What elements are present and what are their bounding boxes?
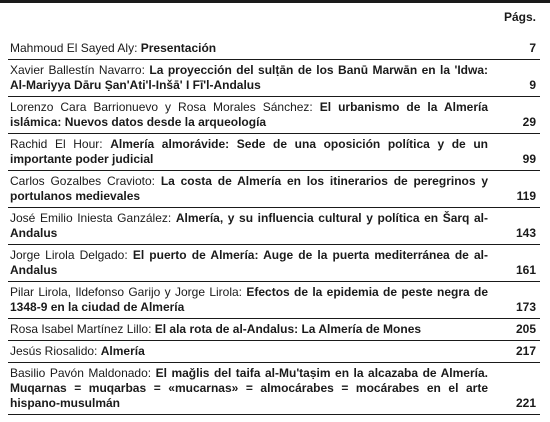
toc-page-number: 221 — [515, 396, 536, 410]
toc-entry — [8, 282, 540, 319]
toc-title: La proyección del sulṭān de los Banū Marwān en la 'Idwa: Al-Mariyya Dāru Ṣan'Ati'l-Inšā' I Fī'l-Andalus — [10, 63, 488, 92]
toc-entry-text — [10, 366, 488, 411]
toc-entry-text — [10, 174, 488, 204]
toc-entry — [8, 134, 540, 171]
toc-title: La costa de Almería en los itinerarios de peregrinos y portulanos medievales — [10, 174, 488, 203]
toc-page-number: 217 — [515, 344, 536, 358]
toc-page-number: 205 — [515, 322, 536, 336]
toc-title: Almería, y su influencia cultural y política en Šarq al-Andalus — [10, 211, 488, 240]
toc-entry — [8, 363, 540, 415]
toc-entry-text — [10, 285, 488, 315]
toc-author: Rosa Isabel Martínez Lillo: — [10, 322, 152, 336]
toc-entry — [8, 319, 540, 341]
toc-page-number: 161 — [515, 263, 536, 277]
toc-title: El maǧlis del taifa al-Mu'taṣim en la alcazaba de Almería. Muqarnas = muqarbas = «mucarnas» = almocárabes = mocárabes en el arte hispano-musulmán — [10, 366, 488, 410]
toc-title: El urbanismo de la Almería islámica: Nuevos datos desde la arqueología — [10, 100, 488, 129]
toc-title: Presentación — [140, 41, 217, 55]
table-of-contents — [8, 38, 540, 415]
toc-author: Rachid El Hour: — [10, 137, 103, 151]
toc-author: José Emilio Iniesta Ganzález: — [10, 211, 172, 225]
toc-author: Jesús Riosalido: — [10, 344, 98, 358]
toc-entry-text — [10, 41, 488, 56]
toc-page-number: 119 — [516, 189, 536, 203]
toc-entry-text — [10, 63, 488, 93]
toc-entry — [8, 245, 540, 282]
toc-author: Basilio Pavón Maldonado: — [10, 366, 152, 380]
toc-page-number: 7 — [529, 41, 536, 55]
toc-page-number: 9 — [529, 78, 536, 92]
toc-author: Lorenzo Cara Barrionuevo y Rosa Morales Sánchez: — [10, 100, 313, 114]
toc-entry-text — [10, 100, 488, 130]
toc-author: Pilar Lirola, Ildefonso Garijo y Jorge Lirola: — [10, 285, 243, 299]
toc-entry-text — [10, 344, 488, 359]
toc-page-number: 173 — [515, 300, 536, 314]
pages-column-header: Págs. — [503, 10, 536, 24]
toc-entry-text — [10, 211, 488, 241]
top-rule — [0, 0, 550, 3]
toc-author: Carlos Gozalbes Cravioto: — [10, 174, 155, 188]
toc-entry-text — [10, 248, 488, 278]
toc-title: El ala rota de al-Andalus: La Almería de Mones — [154, 322, 422, 336]
toc-entry — [8, 38, 540, 60]
toc-entry — [8, 97, 540, 134]
toc-page-number: 29 — [522, 115, 536, 129]
toc-page-number: 143 — [515, 226, 536, 240]
toc-entry — [8, 341, 540, 363]
toc-author: Mahmoud El Sayed Aly: — [10, 41, 138, 55]
toc-title: Efectos de la epidemia de peste negra de 1348-9 en la ciudad de Almería — [10, 285, 489, 314]
toc-title: El puerto de Almería: Auge de la puerta mediterránea de al-Andalus — [10, 248, 488, 277]
toc-entry-text — [10, 322, 488, 337]
toc-author: Jorge Lirola Delgado: — [10, 248, 128, 262]
toc-entry — [8, 171, 540, 208]
toc-page-number: 99 — [522, 152, 536, 166]
toc-author: Xavier Ballestín Navarro: — [10, 63, 145, 77]
toc-entry-text — [10, 137, 488, 167]
toc-entry — [8, 60, 540, 97]
toc-title: Almería almorávide: Sede de una oposición política y de un importante poder judicial — [10, 137, 488, 166]
toc-entry — [8, 208, 540, 245]
toc-title: Almería — [100, 344, 145, 358]
